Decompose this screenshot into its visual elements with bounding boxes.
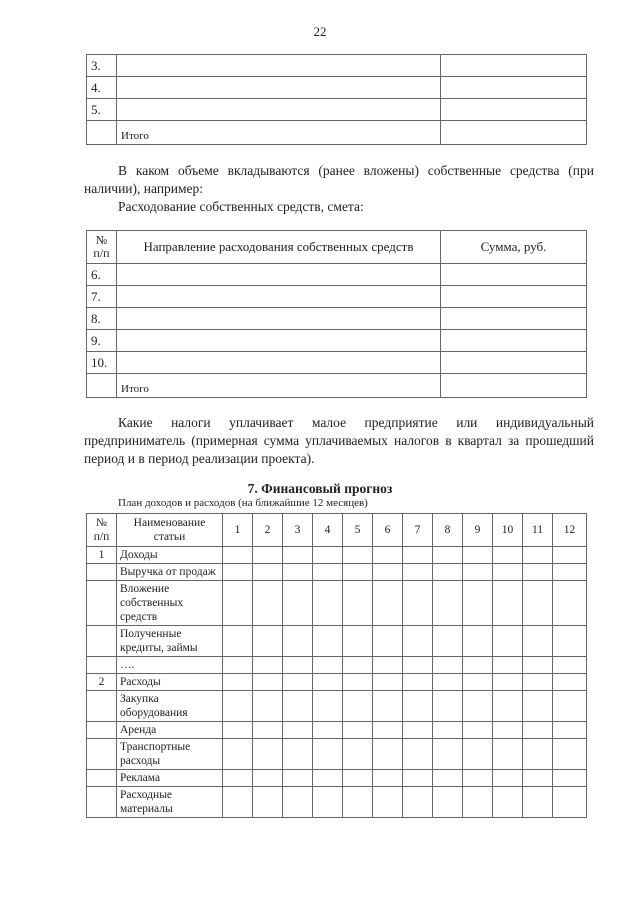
month-cell [523, 691, 553, 722]
month-cell [283, 657, 313, 674]
row-name [117, 55, 441, 77]
month-cell [373, 787, 403, 818]
row-item-name: Закупка оборудования [117, 691, 223, 722]
row-sum [441, 77, 587, 99]
month-cell [343, 564, 373, 581]
header-item-name: Наименование статьи [117, 514, 223, 547]
plan-subtitle: План доходов и расходов (на ближайшие 12 месяцев) [118, 497, 368, 509]
month-cell [553, 674, 587, 691]
month-cell [523, 564, 553, 581]
table-row [87, 99, 587, 121]
month-cell [373, 739, 403, 770]
month-cell [253, 739, 283, 770]
month-cell [493, 674, 523, 691]
table-row-total [87, 121, 587, 145]
month-cell [223, 722, 253, 739]
month-cell [493, 691, 523, 722]
row-number [87, 657, 117, 674]
month-cell [283, 739, 313, 770]
row-item-name: Расходы [117, 674, 223, 691]
month-cell [493, 547, 523, 564]
month-cell [253, 564, 283, 581]
table-row [87, 581, 587, 626]
month-cell [433, 739, 463, 770]
row-item-name: Аренда [117, 722, 223, 739]
month-cell [223, 739, 253, 770]
row-number: 4. [87, 77, 117, 99]
row-name [117, 99, 441, 121]
month-cell [343, 722, 373, 739]
month-cell [523, 581, 553, 626]
month-cell [223, 787, 253, 818]
month-cell [403, 547, 433, 564]
row-number: 5. [87, 99, 117, 121]
month-cell [553, 547, 587, 564]
month-cell [433, 581, 463, 626]
row-number: 9. [87, 330, 117, 352]
month-cell [253, 581, 283, 626]
row-number: 2 [87, 674, 117, 691]
month-cell [463, 581, 493, 626]
header-sum: Сумма, руб. [441, 231, 587, 264]
month-cell [523, 722, 553, 739]
month-cell [463, 674, 493, 691]
month-cell [313, 564, 343, 581]
month-cell [553, 657, 587, 674]
month-cell [493, 626, 523, 657]
table-row [87, 77, 587, 99]
month-cell [433, 722, 463, 739]
month-cell [403, 770, 433, 787]
month-cell [553, 787, 587, 818]
own-funds-table-continued [86, 54, 587, 145]
month-cell [373, 564, 403, 581]
row-number: 7. [87, 286, 117, 308]
row-number: 6. [87, 264, 117, 286]
month-cell [553, 770, 587, 787]
month-cell [223, 770, 253, 787]
header-month: 10 [493, 514, 523, 547]
month-cell [433, 564, 463, 581]
header-month: 9 [463, 514, 493, 547]
month-cell [523, 739, 553, 770]
header-month: 6 [373, 514, 403, 547]
row-item-name: Доходы [117, 547, 223, 564]
month-cell [283, 547, 313, 564]
month-cell [283, 722, 313, 739]
month-cell [433, 547, 463, 564]
month-cell [433, 787, 463, 818]
header-month: 8 [433, 514, 463, 547]
month-cell [553, 581, 587, 626]
own-funds-estimate-table [86, 230, 587, 398]
month-cell [553, 626, 587, 657]
month-cell [403, 564, 433, 581]
month-cell [223, 547, 253, 564]
header-month: 1 [223, 514, 253, 547]
month-cell [253, 770, 283, 787]
month-cell [523, 626, 553, 657]
row-number [87, 121, 117, 145]
month-cell [313, 657, 343, 674]
month-cell [253, 547, 283, 564]
header-month: 3 [283, 514, 313, 547]
month-cell [223, 626, 253, 657]
month-cell [253, 657, 283, 674]
row-sum [441, 55, 587, 77]
month-cell [403, 626, 433, 657]
month-cell [283, 691, 313, 722]
month-cell [463, 770, 493, 787]
month-cell [343, 547, 373, 564]
header-month: 12 [553, 514, 587, 547]
row-number [87, 564, 117, 581]
table-row [87, 55, 587, 77]
month-cell [283, 787, 313, 818]
table-row [87, 657, 587, 674]
month-cell [493, 722, 523, 739]
own-funds-question: В каком объеме вкладываются (ранее вложены) собственные средства (при наличии), например: [84, 163, 594, 196]
month-cell [493, 770, 523, 787]
month-cell [523, 674, 553, 691]
month-cell [313, 739, 343, 770]
table-row [87, 352, 587, 374]
table-row [87, 691, 587, 722]
month-cell [493, 564, 523, 581]
month-cell [463, 739, 493, 770]
row-item-name: Вложение собственных средств [117, 581, 223, 626]
row-number [87, 626, 117, 657]
month-cell [343, 581, 373, 626]
month-cell [253, 626, 283, 657]
month-cell [403, 691, 433, 722]
page-number: 22 [313, 24, 327, 39]
month-cell [523, 787, 553, 818]
month-cell [493, 581, 523, 626]
month-cell [493, 657, 523, 674]
table-row [87, 564, 587, 581]
row-number: 3. [87, 55, 117, 77]
month-cell [373, 674, 403, 691]
month-cell [283, 564, 313, 581]
table-row [87, 722, 587, 739]
month-cell [283, 626, 313, 657]
month-cell [373, 581, 403, 626]
month-cell [553, 739, 587, 770]
row-item-name: Расходные материалы [117, 787, 223, 818]
month-cell [313, 581, 343, 626]
month-cell [553, 722, 587, 739]
month-cell [523, 547, 553, 564]
month-cell [403, 581, 433, 626]
month-cell [403, 657, 433, 674]
month-cell [523, 770, 553, 787]
month-cell [253, 691, 283, 722]
month-cell [433, 657, 463, 674]
month-cell [403, 787, 433, 818]
month-cell [283, 581, 313, 626]
month-cell [223, 564, 253, 581]
header-month: 4 [313, 514, 343, 547]
month-cell [223, 657, 253, 674]
month-cell [223, 674, 253, 691]
month-cell [373, 722, 403, 739]
row-item-name: …. [117, 657, 223, 674]
row-item-name: Выручка от продаж [117, 564, 223, 581]
row-sum [441, 99, 587, 121]
month-cell [553, 564, 587, 581]
table-row [87, 739, 587, 770]
month-cell [313, 674, 343, 691]
row-item-name: Реклама [117, 770, 223, 787]
row-item-name: Полученные кредиты, займы [117, 626, 223, 657]
table-header-row [87, 231, 587, 264]
month-cell [343, 770, 373, 787]
month-cell [553, 691, 587, 722]
table-header-row [87, 514, 587, 547]
own-funds-estimate-label: Расходование собственных средств, смета: [118, 199, 364, 214]
month-cell [313, 691, 343, 722]
month-cell [433, 626, 463, 657]
header-month: 7 [403, 514, 433, 547]
table-row [87, 770, 587, 787]
table-row [87, 330, 587, 352]
month-cell [253, 787, 283, 818]
month-cell [373, 547, 403, 564]
table-row [87, 264, 587, 286]
header-number: № п/п [87, 514, 117, 547]
month-cell [313, 787, 343, 818]
table-row [87, 286, 587, 308]
month-cell [283, 674, 313, 691]
month-cell [343, 674, 373, 691]
month-cell [343, 626, 373, 657]
month-cell [223, 581, 253, 626]
month-cell [403, 722, 433, 739]
row-number [87, 691, 117, 722]
month-cell [313, 770, 343, 787]
month-cell [463, 722, 493, 739]
row-number [87, 739, 117, 770]
table-row [87, 674, 587, 691]
month-cell [523, 657, 553, 674]
row-name [117, 77, 441, 99]
month-cell [313, 626, 343, 657]
month-cell [463, 564, 493, 581]
month-cell [493, 739, 523, 770]
month-cell [373, 657, 403, 674]
header-month: 2 [253, 514, 283, 547]
table-row-total [87, 374, 587, 398]
row-number [87, 787, 117, 818]
month-cell [343, 691, 373, 722]
row-number: 8. [87, 308, 117, 330]
month-cell [223, 691, 253, 722]
month-cell [343, 657, 373, 674]
month-cell [373, 691, 403, 722]
month-cell [433, 691, 463, 722]
section-title: 7. Финансовый прогноз [247, 481, 393, 496]
row-item-name: Транспортные расходы [117, 739, 223, 770]
month-cell [463, 657, 493, 674]
header-month: 11 [523, 514, 553, 547]
month-cell [313, 722, 343, 739]
month-cell [463, 691, 493, 722]
month-cell [253, 674, 283, 691]
row-number [87, 722, 117, 739]
taxes-question: Какие налоги уплачивает малое предприятие или индивидуальный предприниматель (примерная сумма уплачиваемых налогов в квартал за прошедший период и в период реализации проекта). [84, 415, 594, 466]
month-cell [253, 722, 283, 739]
month-cell [403, 674, 433, 691]
row-name: Итого [117, 121, 441, 145]
row-total-label: Итого [117, 374, 441, 398]
row-sum [441, 121, 587, 145]
month-cell [403, 739, 433, 770]
financial-forecast-table [86, 513, 587, 818]
month-cell [493, 787, 523, 818]
month-cell [433, 674, 463, 691]
row-number: 10. [87, 352, 117, 374]
table-row [87, 308, 587, 330]
month-cell [343, 787, 373, 818]
header-month: 5 [343, 514, 373, 547]
table-row [87, 626, 587, 657]
month-cell [463, 626, 493, 657]
month-cell [433, 770, 463, 787]
month-cell [283, 770, 313, 787]
row-number [87, 770, 117, 787]
row-number: 1 [87, 547, 117, 564]
month-cell [343, 739, 373, 770]
table-row [87, 787, 587, 818]
header-direction: Направление расходования собственных средств [117, 231, 441, 264]
table-row [87, 547, 587, 564]
row-number [87, 581, 117, 626]
month-cell [313, 547, 343, 564]
month-cell [463, 787, 493, 818]
month-cell [373, 626, 403, 657]
header-number: № п/п [87, 231, 117, 264]
month-cell [463, 547, 493, 564]
month-cell [373, 770, 403, 787]
